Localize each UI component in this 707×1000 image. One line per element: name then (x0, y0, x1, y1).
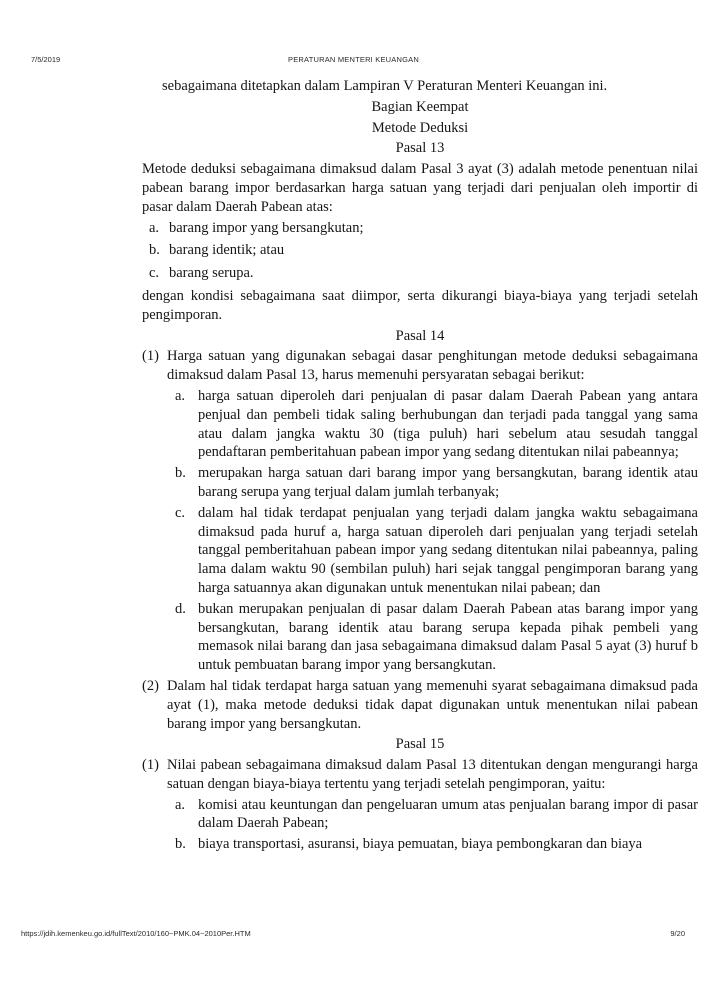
subitem-text: bukan merupakan penjualan di pasar dalam Daerah Pabean atas barang impor yang bersangkutan, barang identik atau barang serupa kepada pihak pembeli yang memasok nilai barang dan jasa sebagaimana dimaksud dalam Pasal 5 ayat (3) huruf b untuk pembuatan barang impor yang bersangkutan. (198, 600, 698, 674)
pasal-14-heading: Pasal 14 (395, 327, 445, 344)
pasal-13-closing: dengan kondisi sebagaimana saat diimpor, serta dikurangi biaya-biaya yang terjadi setelah pengimporan. (142, 287, 698, 323)
subitem-label: b. (175, 836, 186, 853)
subitem-label: d. (175, 600, 186, 617)
pasal-14-ayat-1-sub-b (175, 464, 698, 502)
pasal-14-ayat-1 (142, 347, 698, 675)
document-body (142, 77, 698, 856)
print-title: PERATURAN MENTERI KEUANGAN (288, 55, 419, 64)
print-header (0, 55, 707, 64)
ayat-text: Dalam hal tidak terdapat harga satuan yang memenuhi syarat sebagaimana dimaksud pada ayat (1), maka metode deduksi tidak dapat digunakan untuk menentukan nilai pabean barang impor yang bersangkutan. (167, 677, 698, 732)
item-text: barang identik; atau (169, 242, 285, 259)
pasal-13-item-c (142, 264, 698, 283)
print-date: 7/5/2019 (31, 55, 61, 64)
subitem-text: harga satuan diperoleh dari penjualan di pasar dalam Daerah Pabean yang antara penjual dan pembeli tidak saling berhubungan dan terjadi pada tanggal yang sama atau dalam jangka waktu 30 (tiga puluh) hari sebelum atau sesudah tanggal pendaftaran pemberitahuan pabean impor yang sedang ditentukan nilai pabeannya; (198, 387, 698, 461)
subitem-text: komisi atau keuntungan dan pengeluaran umum atas penjualan barang impor di pasar dalam Daerah Pabean; (198, 796, 698, 832)
pasal-13-item-b (142, 241, 698, 260)
pasal-14-ayat-1-sub-c (175, 504, 698, 598)
footer-page-number: 9/20 (670, 929, 685, 938)
section-subheading: Metode Deduksi (371, 119, 469, 136)
pasal-14-ayat-1-sub-d (175, 600, 698, 675)
subitem-text: biaya transportasi, asuransi, biaya pemuatan, biaya pembongkaran dan biaya (198, 836, 643, 853)
item-text: barang serupa. (169, 265, 254, 282)
pasal-15-ayat-1-sub-b (175, 835, 698, 854)
pasal-13-paragraph: Metode deduksi sebagaimana dimaksud dalam Pasal 3 ayat (3) adalah metode penentuan nilai pabean barang impor berdasarkan harga satuan yang terjadi dari penjualan oleh importir di pasar dalam Daerah Pabean atas: (142, 161, 698, 215)
item-label: a. (149, 219, 160, 236)
item-text: barang impor yang bersangkutan; (169, 219, 364, 236)
subitem-label: b. (175, 465, 186, 482)
subitem-label: c. (175, 504, 186, 521)
ayat-text: Harga satuan yang digunakan sebagai dasar penghitungan metode deduksi sebagaimana dimaksud dalam Pasal 13, harus memenuhi persyaratan sebagai berikut: (167, 348, 698, 384)
subitem-label: a. (175, 387, 186, 404)
pasal-15-ayat-1-sublist (175, 796, 698, 854)
pasal-14-ayat-2 (142, 677, 698, 733)
ayat-text: Nilai pabean sebagaimana dimaksud dalam Pasal 13 ditentukan dengan mengurangi harga satuan dengan biaya-biaya tertentu yang terjadi setelah pengimporan, yaitu: (167, 757, 698, 792)
pasal-15-heading: Pasal 15 (395, 736, 445, 753)
ayat-label: (1) (142, 348, 159, 365)
pasal-14-ayat-1-sub-a (175, 387, 698, 462)
continuation-line: sebagaimana ditetapkan dalam Lampiran V Peraturan Menteri Keuangan ini. (162, 78, 608, 94)
pasal-13-list (142, 219, 698, 283)
subitem-text: dalam hal tidak terdapat penjualan yang terjadi dalam jangka waktu sebagaimana dimaksud pada huruf a, harga satuan diperoleh dari penjualan yang terjadi setelah tanggal pemberitahuan pabean impor yang sedang ditentukan nilai pabeannya, paling lama dalam waktu 90 (sembilan puluh) hari sejak tanggal pengimporan barang yang harga satuannya akan digunakan untuk menentukan nilai pabean; dan (198, 504, 698, 596)
pasal-13-heading: Pasal 13 (395, 140, 445, 157)
section-heading: Bagian Keempat (371, 98, 469, 115)
ayat-label: (2) (142, 677, 159, 694)
item-label: b. (149, 242, 160, 259)
item-label: c. (149, 265, 160, 282)
pasal-15-ayat-1-sub-a (175, 796, 698, 834)
pasal-13-item-a (142, 219, 698, 238)
pasal-15-ayat-1 (142, 756, 698, 854)
pasal-14-ayat-1-sublist (175, 387, 698, 675)
subitem-label: a. (175, 796, 186, 813)
footer-url: https://jdih.kemenkeu.go.id/fullText/2010/160~PMK.04~2010Per.HTM (21, 929, 251, 938)
subitem-text: merupakan harga satuan dari barang impor yang bersangkutan, barang identik atau barang serupa yang terjual dalam jumlah terbanyak; (198, 465, 698, 500)
ayat-label: (1) (142, 757, 159, 774)
